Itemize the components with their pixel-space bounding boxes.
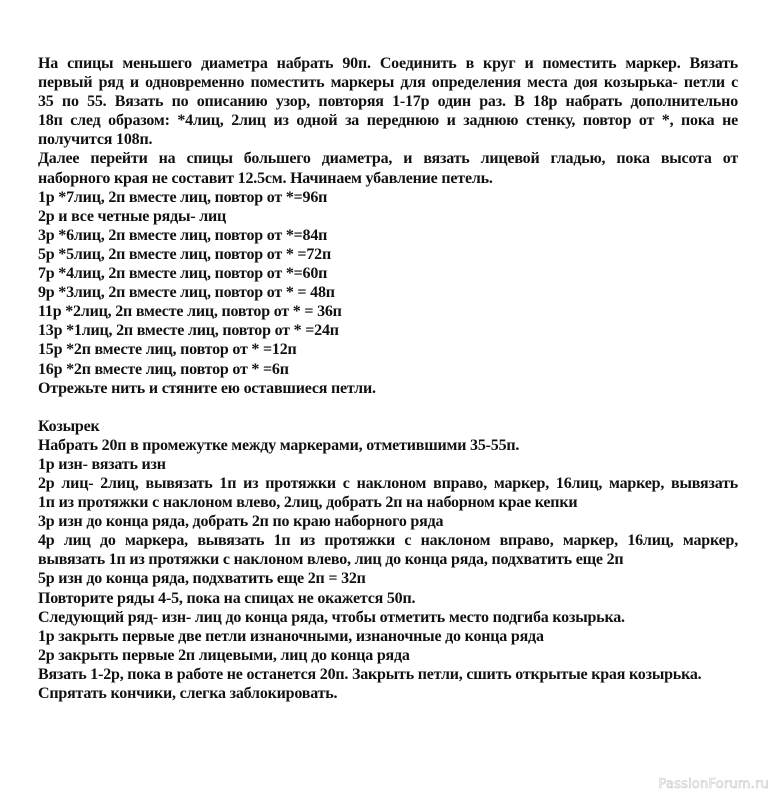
row-instruction: 16р *2п вместе лиц, повтор от * =6п [38,360,289,378]
text-line: На спицы меньшего диаметра набрать 90п. Соединить в круг и поместить маркер. Вязать [38,55,738,72]
visor-line: 4р лиц до маркера, вывязать 1п из протяжки с наклоном вправо, маркер, 16лиц, маркер, [38,532,738,550]
visor-line: 1р закрыть первые две петли изнаночными, изнаночные до конца ряда [38,627,544,645]
intro-paragraph [38,54,738,149]
row-instruction: 11р *2лиц, 2п вместе лиц, повтор от * = 36п [38,303,342,321]
visor-section [38,417,738,703]
text-line: 18п след образом: *4лиц, 2лиц из одной за переднюю и заднюю стенку, повтор от *, пока не [38,112,738,130]
visor-line: вывязать 1п из протяжки с наклоном влево, лиц до конца ряда, подхватить еще 2п [38,551,624,569]
section-spacer [38,398,738,417]
visor-line: 1р изн- вязать изн [38,455,166,473]
visor-line: Набрать 20п в промежутке между маркерами, отметившими 35-55п. [38,436,520,454]
row-instruction: 7р *4лиц, 2п вместе лиц, повтор от *=60п [38,265,328,283]
row-instruction: 3р *6лиц, 2п вместе лиц, повтор от *=84п [38,226,328,244]
row-instruction: 2р и все четные ряды- лиц [38,207,227,225]
knitting-pattern-document [38,54,738,703]
transition-paragraph [38,149,738,187]
text-line: Далее перейти на спицы большего диаметра, и вязать лицевой гладью, пока высота от [38,150,738,168]
visor-line: Следующий ряд- изн- лиц до конца ряда, чтобы отметить место подгиба козырька. [38,608,625,626]
row-instruction: 5р *5лиц, 2п вместе лиц, повтор от * =72п [38,245,331,263]
visor-line: Вязать 1-2р, пока в работе не останется 20п. Закрыть петли, сшить открытые края козырька. [38,665,702,683]
text-line: наборного края не составит 12.5см. Начинаем убавление петель. [38,169,493,187]
decrease-rows-list [38,188,738,398]
finish-instruction: Отрежьте нить и стяните ею оставшиеся петли. [38,379,376,397]
visor-line: 3р изн до конца ряда, добрать 2п по краю наборного ряда [38,513,444,531]
row-instruction: 1р *7лиц, 2п вместе лиц, повтор от *=96п [38,188,328,206]
text-line: получится 108п. [38,131,153,149]
text-line: первый ряд и одновременно поместить маркеры для определения места доя козырька- петли с [38,74,738,92]
site-watermark: PassionForum.ru [658,777,769,792]
visor-line: 1п из протяжки с наклоном влево, 2лиц, добрать 2п на наборном крае кепки [38,494,578,512]
text-line: 35 по 55. Вязать по описанию узор, повторяя 1-17р один раз. В 18р набрать дополнительно [38,93,738,111]
visor-line: 2р закрыть первые 2п лицевыми, лиц до конца ряда [38,646,410,664]
row-instruction: 15р *2п вместе лиц, повтор от * =12п [38,341,297,359]
visor-line: 2р лиц- 2лиц, вывязать 1п из протяжки с наклоном вправо, маркер, 16лиц, маркер, вывязать [38,474,738,492]
visor-line: Повторите ряды 4-5, пока на спицах не окажется 50п. [38,589,416,607]
row-instruction: 13р *1лиц, 2п вместе лиц, повтор от * =24п [38,322,339,340]
visor-line: Спрятать кончики, слегка заблокировать. [38,685,338,702]
row-instruction: 9р *3лиц, 2п вместе лиц, повтор от * = 48п [38,284,335,302]
visor-line: 5р изн до конца ряда, подхватить еще 2п = 32п [38,570,366,588]
section-heading: Козырек [38,417,100,435]
